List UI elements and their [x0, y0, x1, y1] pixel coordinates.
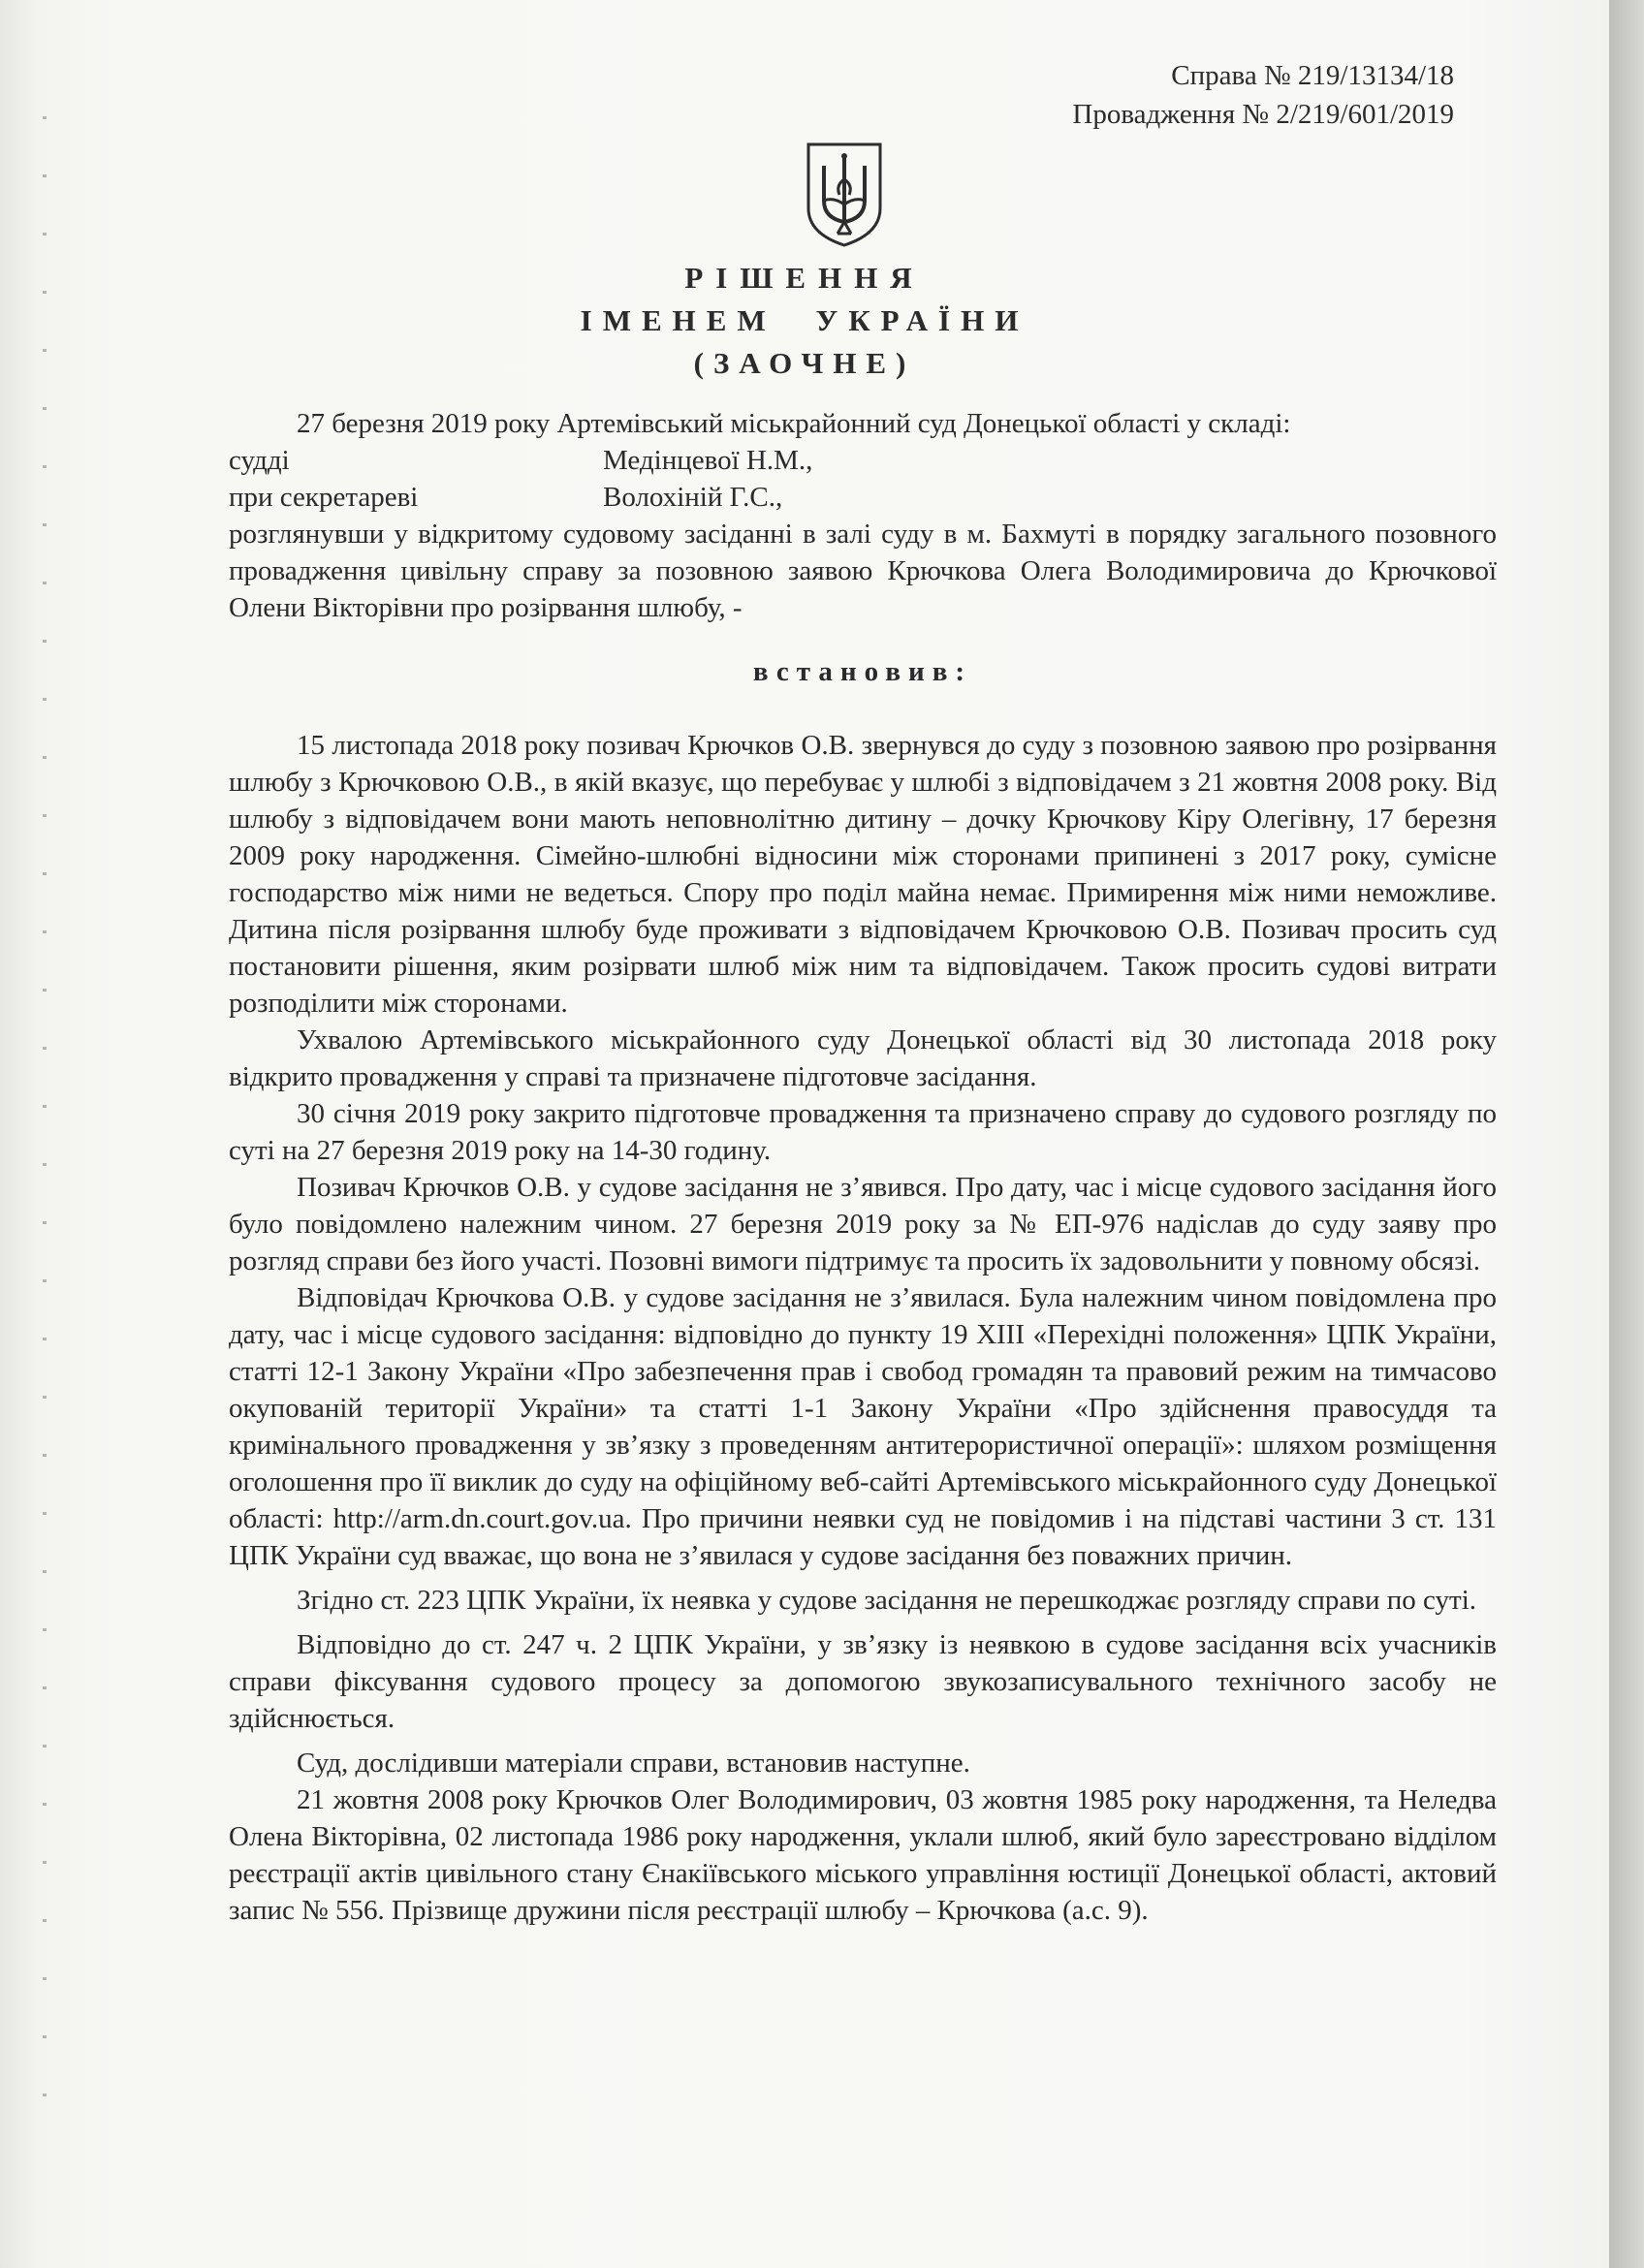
- considered-paragraph: розглянувши у відкритому судовому засіданні в залі суду в м. Бахмуті в порядку загального позовного провадження цивільну справу за позовною заявою Крючкова Олега Володимировича до Крючкової Олени Вікторівни про розірвання шлюбу, -: [229, 519, 1497, 623]
- title-line-3: (ЗАОЧНЕ): [693, 346, 916, 380]
- paragraph: Позивач Крючков О.В. у судове засідання не з’явився. Про дату, час і місце судового засідання його було повідомлено належним чином. 27 березня 2019 року за № ЕП-976 надіслав до суду заяву про розгляд справи без його участі. Позовні вимоги підтримує та просить їх задовольнити у повному обсязі.: [229, 1172, 1497, 1276]
- title-line-1: РІШЕННЯ: [684, 261, 925, 295]
- paragraph: Згідно ст. 223 ЦПК України, їх неявка у судове засідання не перешкоджає розгляду справи по суті.: [297, 1585, 1476, 1616]
- title-line-2: ІМЕНЕМ УКРАЇНИ: [580, 303, 1029, 337]
- scan-edge: [1609, 0, 1644, 2268]
- paragraph: 30 січня 2019 року закрито підготовче провадження та призначено справу до судового розгляду по суті на 27 березня 2019 року на 14-30 годину.: [229, 1098, 1497, 1166]
- proceeding-number: Провадження № 2/219/601/2019: [1072, 99, 1454, 130]
- judge-label: судді: [229, 445, 290, 476]
- judge-name: Медінцевої Н.М.,: [603, 445, 813, 476]
- binding-marks: [43, 116, 47, 2103]
- established-heading: встановив:: [752, 656, 973, 687]
- case-number: Справа № 219/13134/18: [1171, 60, 1454, 91]
- decision-title: [0, 257, 1609, 385]
- paragraph: Відповідач Крючкова О.В. у судове засідання не з’явилася. Була належним чином повідомлена про дату, час і місце судового засідання: відповідно до пункту 19 XIII «Перехідні положення» ЦПК України, статті 12-1 Закону України «Про забезпечення прав і свобод громадян та правовий режим на тимчасово окупованій території України» та статті 1-1 Закону України «Про здійснення правосуддя та кримінального провадження у зв’язку з проведенням антитерористичної операції»: шляхом розміщення оголошення про її виклик до суду на офіційному веб-сайті Артемівського міськрайонного суду Донецької області: http://arm.dn.court.gov.ua. Про причини неявки суд не повідомив і на підставі частини 3 ст. 131 ЦПК України суд вважає, що вона не з’явилася у судове засідання без поважних причин.: [229, 1282, 1497, 1571]
- paragraph: 21 жовтня 2008 року Крючков Олег Володимирович, 03 жовтня 1985 року народження, та Неледва Олена Вікторівна, 02 листопада 1986 року народження, уклали шлюб, який було зареєстровано відділом реєстрації актів цивільного стану Єнакіївського міського управління юстиції Донецької області, актовий запис № 556. Прізвище дружини після реєстрації шлюбу – Крючкова (а.с. 9).: [229, 1784, 1497, 1926]
- paragraph: Відповідно до ст. 247 ч. 2 ЦПК України, у зв’язку із неявкою в судове засідання всіх учасників справи фіксування судового процесу за допомогою звукозаписувального технічного засобу не здійснюється.: [229, 1629, 1497, 1734]
- paragraph: Суд, дослідивши матеріали справи, встановив наступне.: [297, 1748, 970, 1779]
- coat-of-arms-icon: [801, 141, 888, 249]
- case-header: [1072, 56, 1454, 134]
- paragraph: Ухвалою Артемівського міськрайонного суду Донецької області від 30 листопада 2018 року відкрито провадження у справі та призначене підготовче засідання.: [229, 1024, 1497, 1092]
- judge-row: [229, 442, 1497, 479]
- secretary-name: Волохіній Г.С.,: [603, 482, 783, 513]
- intro-first-line: 27 березня 2019 року Артемівський міськрайонний суд Донецької області у складі:: [297, 408, 1291, 439]
- secretary-label: при секретареві: [229, 482, 419, 513]
- paragraph: 15 листопада 2018 року позивач Крючков О.В. звернувся до суду з позовною заявою про розірвання шлюбу з Крючковою О.В., в якій вказує, що перебуває у шлюбі з відповідачем з 21 жовтня 2008 року. Від шлюбу з відповідачем вони мають неповнолітню дитину – дочку Крючкову Кіру Олегівну, 17 березня 2009 року народження. Сімейно-шлюбні відносини між сторонами припинені з 2017 року, сумісне господарство між ними не ведеться. Спору про поділ майна немає. Примирення між ними неможливе. Дитина після розірвання шлюбу буде проживати з відповідачем Крючковою О.В. Позивач просить суд постановити рішення, яким розірвати шлюб між ним та відповідачем. Також просить судові витрати розподілити між сторонами.: [229, 730, 1497, 1019]
- secretary-row: [229, 479, 1497, 516]
- decision-body: [229, 405, 1497, 1929]
